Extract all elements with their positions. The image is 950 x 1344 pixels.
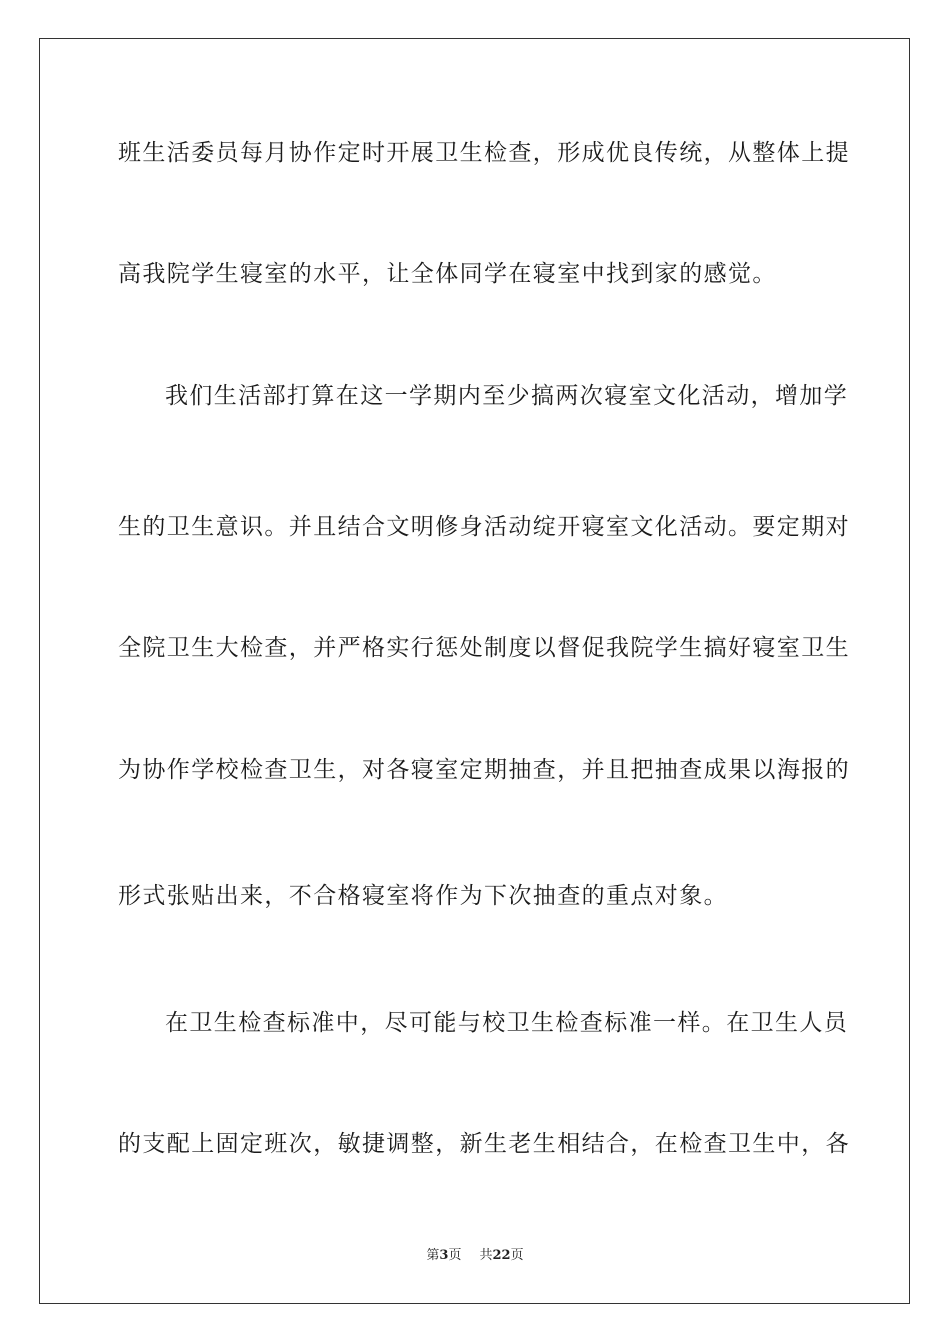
text-line-2: 高我院学生寝室的水平，让全体同学在寝室中找到家的感觉。 — [118, 261, 777, 287]
page-border — [39, 38, 910, 1304]
text-line-3: 我们生活部打算在这一学期内至少搞两次寝室文化活动，增加学 — [165, 383, 849, 409]
page-number: 3 — [439, 1248, 449, 1263]
text-line-4: 生的卫生意识。并且结合文明修身活动绽开寝室文化活动。要定期对 — [118, 514, 850, 540]
total-pages: 22 — [492, 1248, 511, 1263]
page-prefix: 第 — [426, 1248, 440, 1263]
text-line-5: 全院卫生大检查，并严格实行惩处制度以督促我院学生搞好寝室卫生 — [118, 635, 850, 661]
total-suffix: 页 — [510, 1248, 524, 1263]
text-line-9: 的支配上固定班次，敏捷调整，新生老生相结合，在检查卫生中，各 — [118, 1131, 850, 1157]
text-line-7: 形式张贴出来，不合格寝室将作为下次抽查的重点对象。 — [118, 883, 728, 909]
text-line-6: 为协作学校检查卫生，对各寝室定期抽查，并且把抽查成果以海报的 — [118, 757, 850, 783]
text-line-8: 在卫生检查标准中，尽可能与校卫生检查标准一样。在卫生人员 — [165, 1010, 849, 1036]
total-prefix: 共 — [479, 1248, 493, 1263]
page-footer — [0, 1247, 950, 1265]
text-line-1: 班生活委员每月协作定时开展卫生检查，形成优良传统，从整体上提 — [118, 140, 850, 166]
page-suffix: 页 — [448, 1248, 462, 1263]
